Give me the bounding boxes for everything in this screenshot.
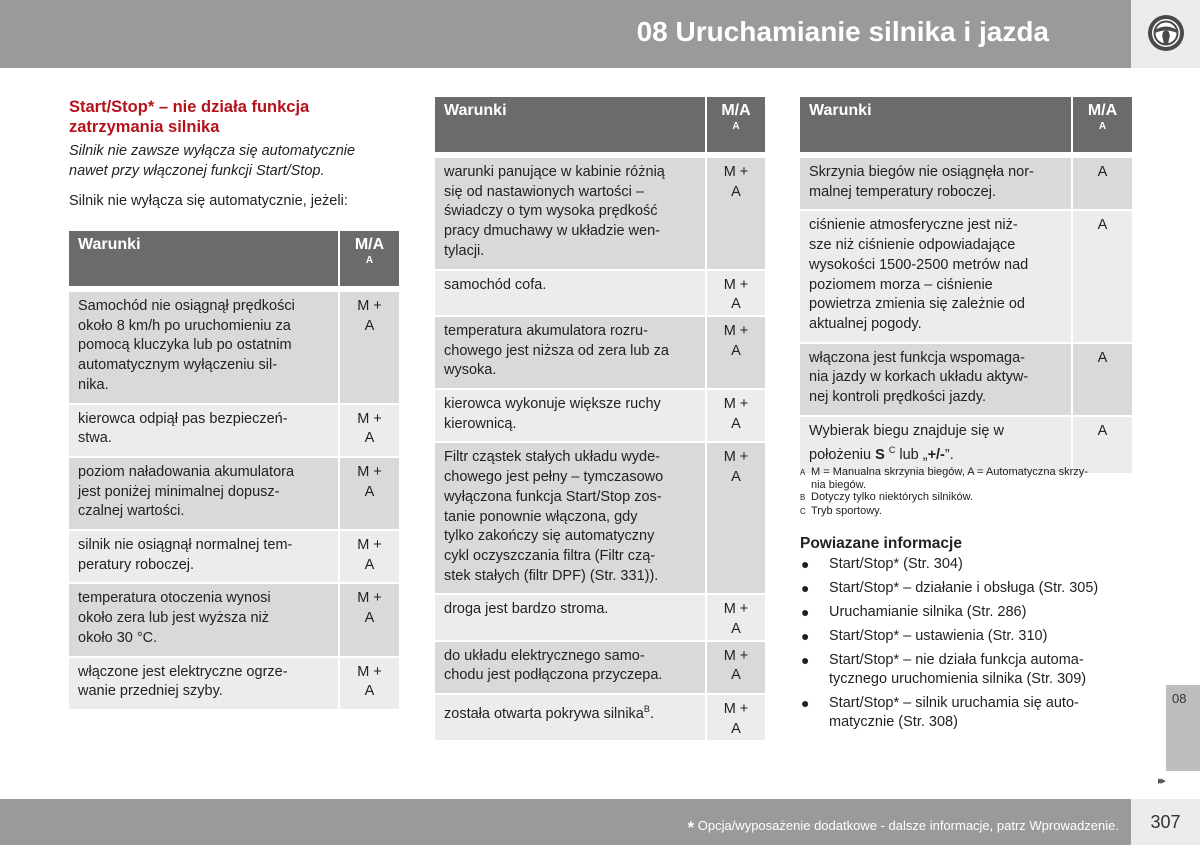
related-link[interactable]: ● Uruchamianie silnika (Str. 286) bbox=[801, 604, 1027, 620]
condition-cell: droga jest bardzo stroma. bbox=[435, 595, 705, 639]
condition-column-header: Warunki bbox=[435, 97, 705, 152]
condition-cell: włączona jest funkcja wspomaga- nia jazdy w korkach układu aktyw- nej kontroli prędkości jazdy. bbox=[800, 344, 1071, 415]
condition-cell: silnik nie osiągnął normalnej tem- peratury roboczej. bbox=[69, 531, 338, 582]
footnotes bbox=[800, 466, 1130, 518]
condition-cell: Skrzynia biegów nie osiągnęła nor- malnej temperatury roboczej. bbox=[800, 158, 1071, 209]
footnote: B Dotyczy tylko niektórych silników. bbox=[800, 491, 973, 503]
table-row bbox=[800, 158, 1132, 209]
ma-cell: M + A bbox=[707, 271, 765, 315]
ma-cell: M + A bbox=[340, 458, 399, 529]
table-row bbox=[69, 584, 399, 655]
bullet-icon: ● bbox=[801, 580, 810, 596]
condition-column-header: Warunki bbox=[69, 231, 338, 286]
condition-cell: temperatura akumulatora rozru- chowego jest niższa od zera lub za wysoka. bbox=[435, 317, 705, 388]
related-list bbox=[800, 555, 1135, 732]
ma-column-header: M/A A bbox=[707, 97, 765, 152]
table-row bbox=[435, 317, 765, 388]
ma-column-header: M/A A bbox=[1073, 97, 1132, 152]
related-link[interactable]: ● Start/Stop* – ustawienia (Str. 310) bbox=[801, 628, 1048, 644]
table-header bbox=[435, 97, 765, 152]
continue-arrows-icon: ▸▸ bbox=[1158, 775, 1164, 787]
chapter-tab[interactable] bbox=[1166, 685, 1200, 771]
intro-section bbox=[69, 97, 399, 211]
ma-cell: M + A bbox=[707, 158, 765, 269]
table-header bbox=[800, 97, 1132, 152]
chapter-icon-box bbox=[1131, 0, 1200, 68]
ma-cell: A bbox=[1073, 344, 1132, 415]
table-row bbox=[435, 158, 765, 269]
table-row bbox=[69, 292, 399, 403]
condition-cell: kierowca wykonuje większe ruchy kierownicą. bbox=[435, 390, 705, 441]
condition-column-header: Warunki bbox=[800, 97, 1071, 152]
table-row bbox=[435, 390, 765, 441]
table-row bbox=[435, 595, 765, 639]
related-title: Powiazane informacje bbox=[800, 535, 962, 552]
condition-cell: Wybierak biegu znajduje się w położeniu S $^C$ lub „+/-”. bbox=[800, 417, 1071, 473]
ma-cell: M + A bbox=[340, 584, 399, 655]
ma-cell: M + A bbox=[707, 695, 765, 739]
ma-column-header: M/A A bbox=[340, 231, 399, 286]
table-row bbox=[435, 271, 765, 315]
intro-text bbox=[69, 141, 399, 181]
ma-cell: A bbox=[1073, 417, 1132, 473]
table-row bbox=[69, 531, 399, 582]
table-header bbox=[69, 231, 399, 286]
footnote: A M = Manualna skrzynia biegów, A = Automatyczna skrzy- nia biegów. bbox=[800, 466, 1088, 491]
ma-cell: M + A bbox=[707, 595, 765, 639]
ma-cell: M + A bbox=[340, 531, 399, 582]
section-title-line: zatrzymania silnika bbox=[69, 118, 220, 136]
ma-cell: A bbox=[1073, 211, 1132, 341]
conditions-table-1 bbox=[69, 231, 399, 709]
condition-cell: została otwarta pokrywa silnika$^B$. bbox=[435, 695, 705, 739]
ma-cell: M + A bbox=[707, 390, 765, 441]
condition-cell: temperatura otoczenia wynosi około zera lub jest wyższa niż około 30 °C. bbox=[69, 584, 338, 655]
related-link[interactable]: ● Start/Stop* – silnik uruchamia się auto- matycznie (Str. 308) bbox=[801, 695, 1079, 730]
section-title bbox=[69, 97, 399, 137]
footnote-ref: C bbox=[888, 445, 896, 456]
table-row bbox=[800, 344, 1132, 415]
chapter-title: 08 Uruchamianie silnika i jazda bbox=[636, 16, 1049, 47]
condition-cell: do układu elektrycznego samo- chodu jest podłączona przyczepa. bbox=[435, 642, 705, 693]
ma-cell: M + A bbox=[340, 658, 399, 709]
footnote: C Tryb sportowy. bbox=[800, 504, 882, 517]
ma-cell: M + A bbox=[340, 405, 399, 456]
table-row bbox=[69, 458, 399, 529]
bullet-icon: ● bbox=[801, 628, 810, 644]
footnote-ref: B bbox=[643, 704, 650, 715]
steering-wheel-icon bbox=[1146, 13, 1186, 53]
ma-cell: M + A bbox=[340, 292, 399, 403]
conditions-table-3 bbox=[800, 97, 1132, 473]
ma-cell: A bbox=[1073, 158, 1132, 209]
related-link[interactable]: ● Start/Stop* (Str. 304) bbox=[801, 556, 963, 572]
condition-cell: ciśnienie atmosferyczne jest niż- sze niż ciśnienie odpowiadające wysokości 1500-2500 metrów nad poziomem morza – ciśnienie powietrza zmienia się zależnie od aktualnej pogody. bbox=[800, 211, 1071, 341]
intro-line: Silnik nie zawsze wyłącza się automatycznie bbox=[69, 143, 356, 159]
bullet-icon: ● bbox=[801, 604, 810, 620]
bullet-icon: ● bbox=[801, 556, 810, 572]
page-number: 307 bbox=[1150, 812, 1181, 832]
condition-cell: poziom naładowania akumulatora jest poniżej minimalnej dopusz- czalnej wartości. bbox=[69, 458, 338, 529]
bullet-icon: ● bbox=[801, 652, 810, 668]
condition-cell: Samochód nie osiągnął prędkości około 8 km/h po uruchomieniu za pomocą kluczyka lub po ostatnim automatycznym wyłączeniu sil- nika. bbox=[69, 292, 338, 403]
table-row bbox=[800, 211, 1132, 341]
condition-cell: włączone jest elektryczne ogrze- wanie przedniej szyby. bbox=[69, 658, 338, 709]
related-link[interactable]: ● Start/Stop* – działanie i obsługa (Str. 305) bbox=[801, 580, 1099, 596]
condition-cell: samochód cofa. bbox=[435, 271, 705, 315]
condition-cell: warunki panujące w kabinie różnią się od nastawionych wartości – świadczy o tym wysoka prędkość pracy dmuchawy w układzie wen- tylacji. bbox=[435, 158, 705, 269]
intro-line: nawet przy włączonej funkcji Start/Stop. bbox=[69, 163, 325, 179]
chapter-tab-label: 08 bbox=[1172, 691, 1187, 706]
asterisk-icon: * bbox=[687, 818, 695, 837]
table-row bbox=[69, 658, 399, 709]
table-row bbox=[435, 443, 765, 593]
lead-text: Silnik nie wyłącza się automatycznie, jeżeli: bbox=[69, 193, 348, 209]
ma-cell: M + A bbox=[707, 317, 765, 388]
ma-cell: M + A bbox=[707, 642, 765, 693]
table-row bbox=[800, 417, 1132, 473]
related-info bbox=[800, 534, 1135, 737]
bullet-icon: ● bbox=[801, 695, 810, 711]
ma-cell: M + A bbox=[707, 443, 765, 593]
condition-cell: Filtr cząstek stałych układu wyde- chowego jest pełny – tymczasowo wyłączona funkcja Start/Stop zos- tanie ponownie włączona, gdy tylko zakończy się automatyczny cykl oczyszczania filtra (Filtr czą- stek stałych (filtr DPF) (Str. 331)). bbox=[435, 443, 705, 593]
page-number-box bbox=[1131, 799, 1200, 845]
table-row bbox=[435, 695, 765, 739]
conditions-table-2 bbox=[435, 97, 765, 740]
section-title-line: Start/Stop* – nie działa funkcja bbox=[69, 98, 310, 116]
related-link[interactable]: ● Start/Stop* – nie działa funkcja automa- tycznego uruchomienia silnika (Str. 309) bbox=[801, 652, 1087, 687]
footer-bar bbox=[0, 799, 1131, 845]
footer-note: * Opcja/wyposażenie dodatkowe - dalsze informacje, patrz Wprowadzenie. bbox=[687, 818, 1119, 837]
table-row bbox=[435, 642, 765, 693]
condition-cell: kierowca odpiął pas bezpieczeń- stwa. bbox=[69, 405, 338, 456]
header-bar bbox=[0, 0, 1131, 68]
table-row bbox=[69, 405, 399, 456]
